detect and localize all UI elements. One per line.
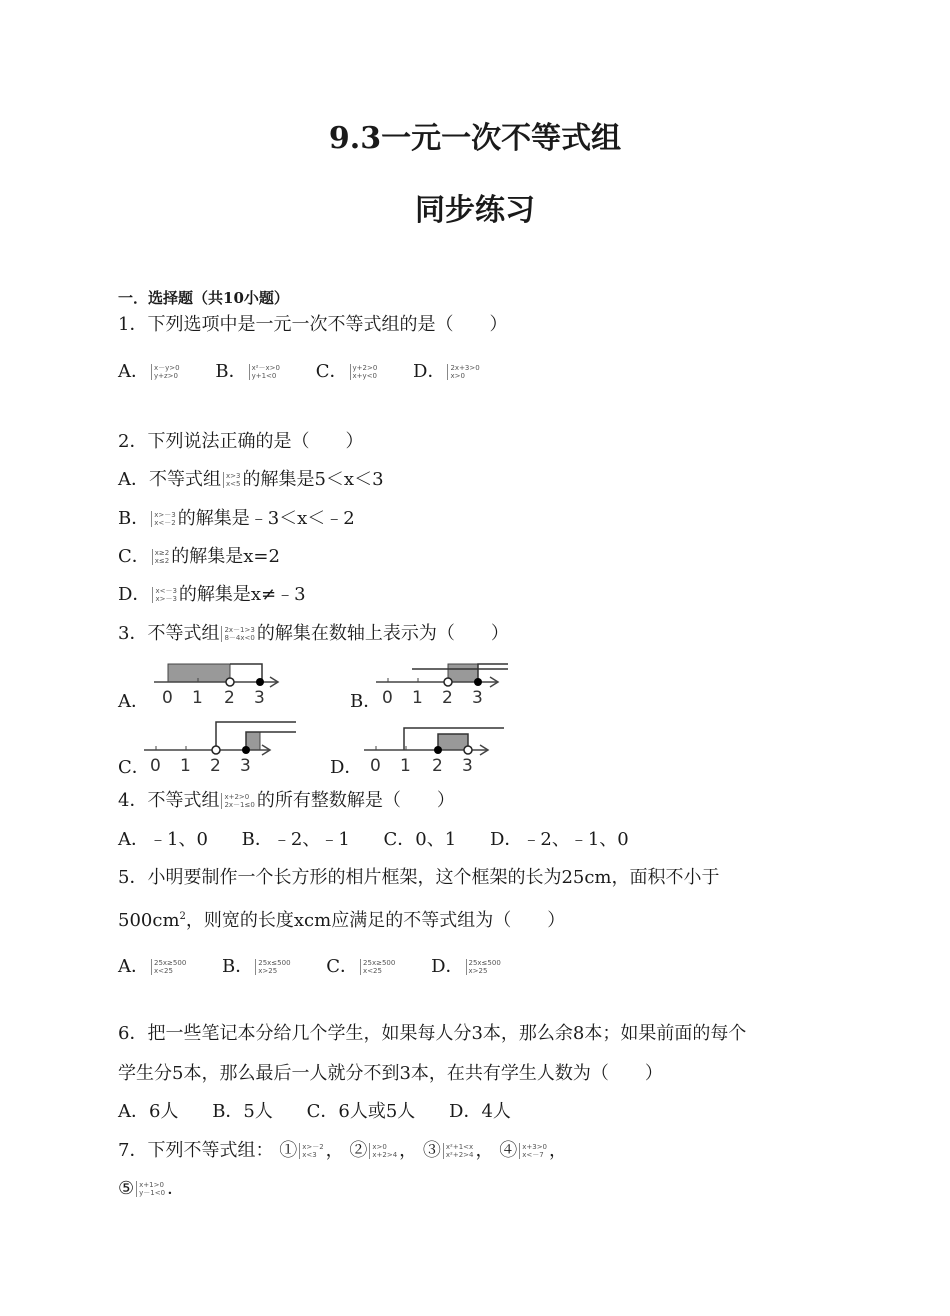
inequality-system: x+3>0 x<－7: [519, 1143, 547, 1159]
q6-option-d[interactable]: D．4人: [449, 1101, 511, 1122]
q6-option-b[interactable]: B．5人: [212, 1101, 273, 1122]
inequality-system: x²－x>0 y+1<0: [249, 364, 280, 380]
inequality-system: y+2>0 x+y<0: [350, 364, 378, 380]
q4-options: [118, 828, 657, 852]
q3-numberline-a[interactable]: [150, 658, 290, 708]
q4-option-a[interactable]: A．﹣1、0: [118, 829, 208, 850]
tick-label: 1: [192, 688, 203, 708]
tick-label: 1: [412, 688, 423, 708]
q3-stem: 3．不等式组 2x－1>3 8－4x<0 的解集在数轴上表示为（ ）: [118, 623, 509, 644]
q1-option-c[interactable]: C． y+2>0 x+y<0: [315, 361, 378, 382]
inequality-system: x≥2 x≤2: [152, 549, 169, 565]
inequality-system: x>3 x<5: [223, 472, 240, 488]
inequality-system: x+1>0 y－1<0: [136, 1181, 165, 1197]
q2-option-a[interactable]: A．不等式组 x>3 x<5 的解集是5＜x＜3: [118, 469, 384, 490]
tick-label: 3: [240, 756, 251, 774]
tick-label: 0: [370, 756, 381, 774]
tick-label: 3: [462, 756, 473, 774]
q3-option-d-label[interactable]: D．: [330, 757, 363, 778]
q5-line1: 5．小明要制作一个长方形的相片框架，这个框架的长为25cm，面积不小于: [118, 867, 720, 888]
q1-option-b[interactable]: B． x²－x>0 y+1<0: [215, 361, 280, 382]
q1-options: [118, 360, 510, 384]
inequality-system: 2x－1>3 8－4x<0: [221, 626, 254, 642]
q5-option-c[interactable]: C． 25x≥500 x<25: [326, 956, 396, 977]
q4-stem: 4．不等式组 x+2>0 2x－1≤0 的所有整数解是（ ）: [118, 790, 455, 811]
inequality-system: 25x≤500 x>25: [255, 959, 290, 975]
inequality-system: x>－3 x<－2: [151, 511, 175, 527]
tick-label: 2: [442, 688, 453, 708]
tick-label: 1: [180, 756, 191, 774]
inequality-system: x²+1<x x²+2>4: [443, 1143, 474, 1159]
q5-option-b[interactable]: B． 25x≤500 x>25: [222, 956, 291, 977]
tick-label: 0: [162, 688, 173, 708]
tick-label: 2: [224, 688, 235, 708]
tick-label: 0: [150, 756, 161, 774]
q3-option-b-label[interactable]: B．: [350, 691, 382, 712]
q5-options: [118, 955, 531, 979]
q1-option-d[interactable]: D． 2x+3>0 x>0: [413, 361, 480, 382]
inequality-system: x－y>0 y+z>0: [151, 364, 180, 380]
q3-option-a-label[interactable]: A．: [118, 691, 149, 712]
q1-stem: 1．下列选项中是一元一次不等式组的是（ ）: [118, 314, 508, 335]
q3-numberline-b[interactable]: [372, 655, 517, 708]
inequality-system: 25x≥500 x<25: [360, 959, 395, 975]
inequality-system: 25x≤500 x>25: [466, 959, 501, 975]
tick-label: 3: [472, 688, 483, 708]
q4-option-b[interactable]: B．﹣2、﹣1: [241, 829, 350, 850]
q6-option-c[interactable]: C．6人或5人: [306, 1101, 416, 1122]
tick-label: 2: [432, 756, 443, 774]
q7-item-2: ② x>0 x+2>4: [349, 1140, 398, 1161]
q2-option-b[interactable]: B． x>－3 x<－2 的解集是﹣3＜x＜﹣2: [118, 508, 355, 529]
tick-label: 2: [210, 756, 221, 774]
q5-option-a[interactable]: A． 25x≥500 x<25: [118, 956, 187, 977]
q7-item-1: ① x>－2 x<3: [279, 1140, 324, 1161]
inequality-system: 25x≥500 x<25: [151, 959, 186, 975]
inequality-system: x>0 x+2>4: [369, 1143, 397, 1159]
tick-label: 3: [254, 688, 265, 708]
q7-item-4: ④ x+3>0 x<－7: [499, 1140, 548, 1161]
q2-option-c[interactable]: C． x≥2 x≤2 的解集是x=2: [118, 546, 280, 567]
q4-option-d[interactable]: D．﹣2、﹣1、0: [489, 829, 629, 850]
q5-option-d[interactable]: D． 25x≤500 x>25: [431, 956, 501, 977]
q2-stem: 2．下列说法正确的是（ ）: [118, 431, 364, 452]
q3-numberline-c[interactable]: [140, 716, 300, 774]
q6-line2: 学生分5本，那么最后一人就分不到3本，在共有学生人数为（ ）: [118, 1063, 663, 1084]
page-title: 9.3一元一次不等式组: [328, 121, 622, 156]
q6-options: [118, 1100, 539, 1124]
inequality-system: 2x+3>0 x>0: [447, 364, 479, 380]
inequality-system: x>－2 x<3: [299, 1143, 323, 1159]
q1-option-a[interactable]: A． x－y>0 y+z>0: [118, 361, 180, 382]
q3-numberline-d[interactable]: [360, 722, 510, 774]
q6-option-a[interactable]: A．6人: [118, 1101, 179, 1122]
page-subtitle: 同步练习: [415, 193, 535, 228]
q4-option-c[interactable]: C．0、1: [383, 829, 457, 850]
q7-stem: 7．下列不等式组： ① x>－2 x<3 ， ② x>0 x+2>4 ， ③ x²+1<x x²+2>4 ， ④ x+3>0 x<－7 ，: [118, 1140, 568, 1161]
inequality-system: x+2>0 2x－1≤0: [221, 793, 254, 809]
inequality-system: x<－3 x>－3: [152, 587, 176, 603]
q7-item-5: ⑤ x+1>0 y－1<0 ．: [118, 1178, 186, 1199]
section-heading: 一．选择题（共10小题）: [118, 289, 289, 307]
q2-option-d[interactable]: D． x<－3 x>－3 的解集是x≠﹣3: [118, 584, 306, 605]
q7-item-3: ③ x²+1<x x²+2>4: [422, 1140, 474, 1161]
q3-option-c-label[interactable]: C．: [118, 757, 150, 778]
q6-line1: 6．把一些笔记本分给几个学生，如果每人分3本，那么余8本；如果前面的每个: [118, 1023, 747, 1044]
tick-label: 1: [400, 756, 411, 774]
q5-line2: $500cm^2$，则宽的长度xcm应满足的不等式组为（ ）: [118, 910, 566, 931]
tick-label: 0: [382, 688, 393, 708]
